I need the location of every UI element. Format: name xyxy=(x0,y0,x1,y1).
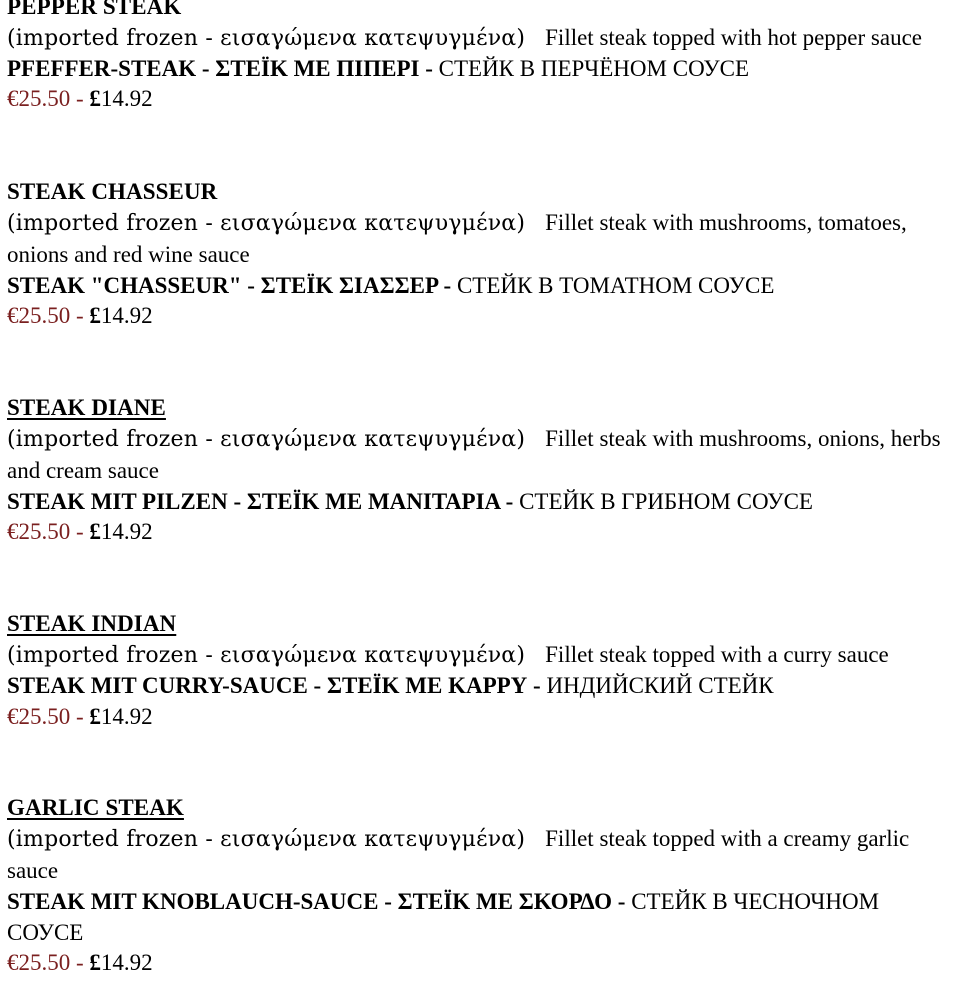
item-title: STEAK CHASSEUR xyxy=(7,179,218,205)
menu-item-steak-diane xyxy=(7,393,957,548)
menu-item-pepper-steak xyxy=(7,0,957,115)
menu-item-garlic-steak xyxy=(7,793,957,979)
item-price xyxy=(7,948,957,979)
pound-sign: £ xyxy=(89,519,101,545)
price-eur: €25.50 - xyxy=(7,519,90,545)
item-title: GARLIC STEAK xyxy=(7,795,184,821)
item-description: Fillet steak topped with a curry sauce xyxy=(545,641,889,667)
item-description-line xyxy=(7,424,957,487)
translation-bold: STEAK MIT KNOBLAUCH-SAUCE - ΣΤΕΪΚ ΜΕ ΣΚΟΡΔΟ - xyxy=(7,888,632,914)
item-description: Fillet steak topped with a creamy garlic sauce xyxy=(7,826,910,883)
translation-bold: STEAK "CHASSEUR" - ΣΤΕΪΚ ΣΙΑΣΣΕΡ - xyxy=(7,272,457,298)
item-description-line xyxy=(7,640,957,671)
translation-russian: СТЕЙК В ПЕРЧЁНОМ СОУСЕ xyxy=(438,55,750,81)
item-description: Fillet steak with mushrooms, tomatoes, onions and red wine sauce xyxy=(7,209,907,267)
pound-sign: £ xyxy=(89,303,101,329)
item-translation xyxy=(7,671,957,702)
price-gbp-value: 14.92 xyxy=(100,950,153,976)
price-eur: €25.50 - xyxy=(7,950,90,976)
imported-frozen-label: (imported frozen - εισαγώμενα κατεψυγμένα) xyxy=(7,827,526,853)
translation-russian: СТЕЙК В ЧЕСНОЧНОМ СОУСЕ xyxy=(7,888,880,945)
imported-frozen-label: (imported frozen - εισαγώμενα κατεψυγμένα) xyxy=(7,642,526,668)
imported-frozen-label: (imported frozen - εισαγώμενα κατεψυγμένα) xyxy=(7,426,526,452)
menu-item-steak-chasseur xyxy=(7,177,957,332)
item-title: STEAK INDIAN xyxy=(7,611,177,637)
price-eur: €25.50 - xyxy=(7,86,90,112)
item-translation xyxy=(7,487,957,518)
imported-frozen-label: (imported frozen - εισαγώμενα κατεψυγμένα) xyxy=(7,210,526,236)
item-description-line xyxy=(7,23,957,54)
item-translation xyxy=(7,271,957,302)
item-title: PEPPER STEAK xyxy=(7,0,182,19)
imported-frozen-label: (imported frozen - εισαγώμενα κατεψυγμένα) xyxy=(7,25,526,51)
price-gbp-value: 14.92 xyxy=(100,86,153,112)
menu-item-steak-indian xyxy=(7,609,957,732)
item-title: STEAK DIANE xyxy=(7,395,166,421)
price-gbp-value: 14.92 xyxy=(100,303,153,329)
item-description-line xyxy=(7,824,957,887)
item-price xyxy=(7,702,957,733)
translation-russian: СТЕЙК В ТОМАТНОМ СОУСЕ xyxy=(456,272,775,298)
item-description-line xyxy=(7,208,957,271)
pound-sign: £ xyxy=(89,950,101,976)
item-description: Fillet steak with mushrooms, onions, herbs and cream sauce xyxy=(7,425,941,483)
item-description: Fillet steak topped with hot pepper sauce xyxy=(545,24,922,50)
pound-sign: £ xyxy=(89,86,101,112)
price-eur: €25.50 - xyxy=(7,303,90,329)
price-gbp-value: 14.92 xyxy=(100,703,153,729)
item-price xyxy=(7,84,957,115)
price-gbp-value: 14.92 xyxy=(100,519,153,545)
item-translation xyxy=(7,54,957,85)
item-price xyxy=(7,517,957,548)
menu-list xyxy=(7,0,957,979)
translation-russian: СТЕЙК В ГРИБНОМ СОУСЕ xyxy=(519,488,813,514)
translation-russian: ИНДИЙСКИЙ СТЕЙК xyxy=(546,672,774,698)
pound-sign: £ xyxy=(89,703,101,729)
price-eur: €25.50 - xyxy=(7,703,90,729)
translation-bold: PFEFFER-STEAK - ΣΤΕΪΚ ΜΕ ΠΙΠΕΡΙ - xyxy=(7,55,439,81)
item-price xyxy=(7,301,957,332)
translation-bold: STEAK MIT CURRY-SAUCE - ΣΤΕΪΚ ΜΕ ΚΑΡΡΥ - xyxy=(7,672,547,698)
item-translation xyxy=(7,887,957,949)
translation-bold: STEAK MIT PILZEN - ΣΤΕΪΚ ΜΕ ΜΑΝΙΤΑΡΙΑ - xyxy=(7,488,520,514)
